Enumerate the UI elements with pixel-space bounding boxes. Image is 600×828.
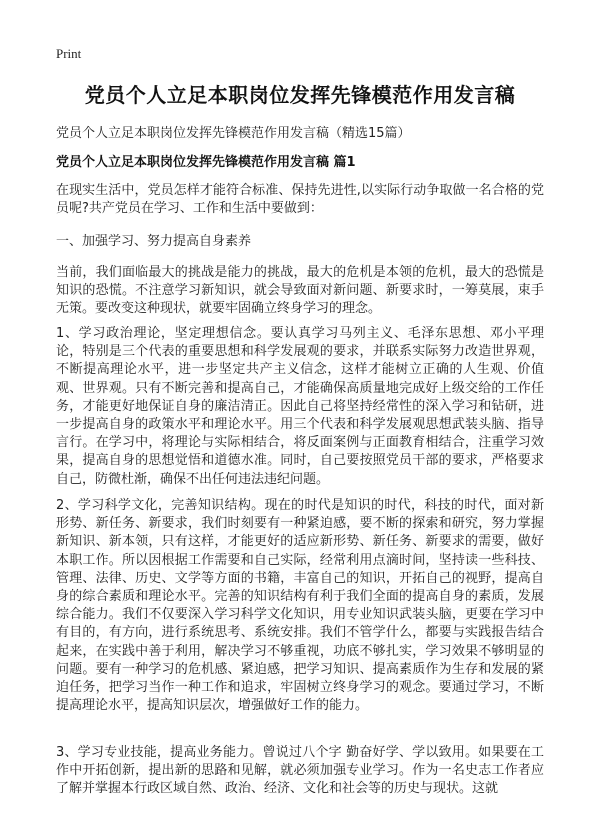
paragraph-heading-one: 一、加强学习、努力提高自身素养 [56, 234, 252, 249]
paragraph-point-two: 2、学习科学文化，完善知识结构。现在的时代是知识的时代，科技的时代，面对新形势、新任务、新要求，我们时刻要有一种紧迫感，要不断的探索和研究，努力掌握新知识、新本领，只有这样，才能更好的适应新形势、新任务、新要求的需要，做好本职工作。所以因根据工作需要和自己实际，经常利用点滴时间，坚持读一些科技、管理、法律、历史、文学等方面的书籍，丰富自己的知识，开拓自己的视野，提高自身的综合素质和理论水平。完善的知识结构有利于我们全面的提高自身的素质，发展综合能力。我们不仅要深入学习科学文化知识，用专业知识武装头脑，更要在学习中有目的，有方向，进行系统思考、系统安排。我们不管学什么，都要与实践报告结合起来，在实践中善于利用，解决学习不够重视，功底不够扎实，学习效果不够明显的问题。要有一种学习的危机感、紧迫感，把学习知识、提高素质作为生存和发展的紧迫任务，把学习当作一种工作和追求，牢固树立终身学习的观念。要通过学习，不断提高理论水平，提高知识层次，增强做好工作的能力。 [56, 498, 544, 714]
section-heading: 党员个人立足本职岗位发挥先锋模范作用发言稿 篇1 [56, 155, 356, 170]
paragraph-intro: 在现实生活中，党员怎样才能符合标准、保持先进性,以实际行动争取做一名合格的党员呢?共产党员在学习、工作和生活中要做到： [56, 183, 544, 217]
document-subtitle: 党员个人立足本职岗位发挥先锋模范作用发言稿（精选15篇） [56, 126, 411, 141]
document-title: 党员个人立足本职岗位发挥先锋模范作用发言稿 [84, 83, 516, 107]
print-link[interactable]: Print [56, 46, 82, 61]
paragraph-point-three: 3、学习专业技能，提高业务能力。曾说过八个字 勤奋好学、学以致用。如果要在工作中开拓创新，提出新的思路和见解，就必须加强专业学习。作为一名史志工作者应了解并掌握本行政区域自然、政治、经济、文化和社会等的历史与现状。这就 [56, 745, 544, 797]
paragraph-point-one: 1、学习政治理论，坚定理想信念。要认真学习马列主义、毛泽东思想、邓小平理论，特别是三个代表的重要思想和科学发展观的要求，并联系实际努力改造世界观，不断提高理论水平，进一步坚定共产主义信念，这样才能树立正确的人生观、价值观、世界观。只有不断完善和提高自己，才能确保高质量地完成好上级交给的工作任务，才能更好地保证自身的廉洁清正。因此自己将坚持经常性的深入学习和钻研，进一步提高自身的政策水平和理论水平。用三个代表和科学发展观思想武装头脑、指导言行。在学习中，将理论与实际相结合，将反面案例与正面教育相结合，注重学习效果，提高自身的思想觉悟和道德水准。同时，自己要按照党员干部的要求，严格要求自己，防微杜渐，确保不出任何违法违纪问题。 [56, 326, 544, 487]
paragraph-challenge: 当前，我们面临最大的挑战是能力的挑战，最大的危机是本领的危机，最大的恐慌是知识的恐慌。不注意学习新知识，就会导致面对新问题、新要求时，一筹莫展，束手无策。要改变这种现状，就要牢固确立终身学习的理念。 [56, 265, 544, 317]
